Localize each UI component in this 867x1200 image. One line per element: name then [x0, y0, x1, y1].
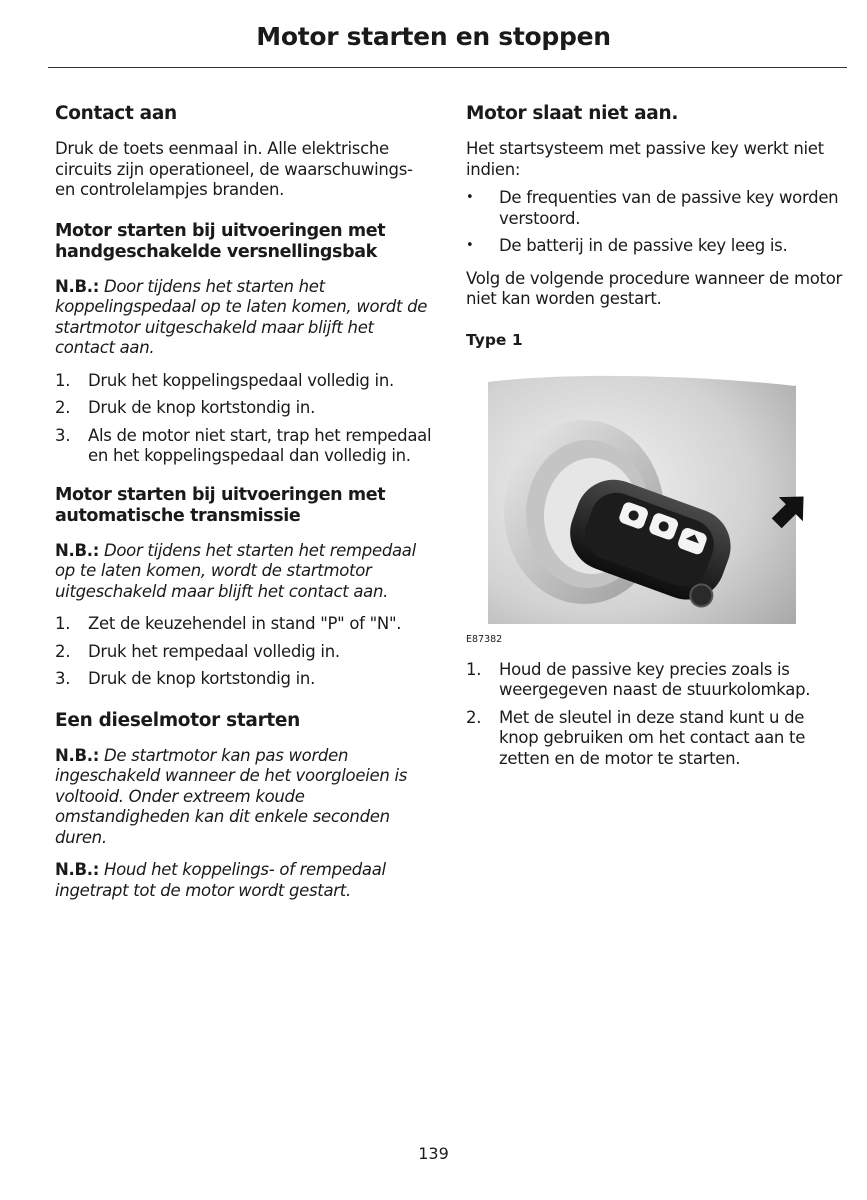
section-heading-manual: Motor starten bij uitvoeringen met handgeschakelde versnellingsbak: [55, 220, 386, 262]
step-text: Met de sleutel in deze stand kunt u de knop gebruiken om het contact aan te zetten en de motor te starten.: [499, 707, 806, 768]
step-number: 2.: [466, 707, 482, 727]
conditions-list: [466, 188, 846, 257]
figure-code: E87382: [466, 633, 503, 645]
type-heading: Type 1: [466, 330, 523, 349]
key-fob-illustration: [466, 362, 822, 634]
note-diesel-2: [55, 860, 435, 901]
note-text: Houd het koppelings- of rempedaal ingetrapt tot de motor wordt gestart.: [55, 860, 386, 900]
bullet: •: [466, 190, 474, 205]
steps-automatic: [55, 614, 435, 690]
step-text: Zet de keuzehendel in stand "P" of "N".: [88, 614, 402, 633]
note-text: De startmotor kan pas worden ingeschakeld wanneer de het voorgloeien is voltooid. Onder extreem koude omstandigheden kan dit enkele seconden duren.: [55, 745, 408, 847]
section-heading-automatic: Motor starten bij uitvoeringen met automatische transmissie: [55, 484, 386, 526]
section-heading-contact: Contact aan: [55, 103, 177, 124]
note-label: N.B.:: [55, 276, 100, 296]
bullet: •: [466, 238, 474, 253]
passive-key-illustration: [466, 362, 822, 634]
list-item: [466, 188, 846, 229]
note-label: N.B.:: [55, 745, 100, 765]
list-item: [55, 371, 435, 392]
section-heading-diesel: Een dieselmotor starten: [55, 709, 301, 731]
step-text: Druk het koppelingspedaal volledig in.: [88, 370, 394, 390]
step-number: 2.: [55, 641, 71, 661]
step-number: 1.: [55, 370, 71, 390]
list-item: [466, 660, 846, 701]
title-divider: [48, 67, 847, 68]
step-number: 3.: [55, 669, 71, 688]
steps-manual: [55, 371, 435, 467]
list-item: [55, 614, 435, 635]
list-item: [55, 669, 435, 690]
list-item: [466, 708, 846, 770]
intro-paragraph: Het startsysteem met passive key werkt niet indien:: [466, 139, 824, 179]
bullet-text: De frequenties van de passive key worden verstoord.: [499, 188, 839, 228]
note-text: Door tijdens het starten het koppelingspedaal op te laten komen, wordt de startmotor uitgeschakeld maar blijft het contact aan.: [55, 276, 428, 357]
left-column: [55, 103, 435, 913]
steps-passive-key: [466, 660, 846, 770]
contact-paragraph: Druk de toets eenmaal in. Alle elektrische circuits zijn operationeel, de waarschuwings- en controlelampjes branden.: [55, 139, 413, 199]
step-number: 2.: [55, 398, 71, 417]
list-item: [55, 398, 435, 419]
note-text: Door tijdens het starten het rempedaal op te laten komen, wordt de startmotor uitgeschakeld maar blijft het contact aan.: [55, 540, 416, 601]
list-item: [55, 642, 435, 663]
step-number: 3.: [55, 425, 71, 445]
step-number: 1.: [55, 614, 71, 633]
page-number: 139: [418, 1144, 449, 1163]
list-item: [55, 426, 435, 467]
page-title: Motor starten en stoppen: [256, 22, 611, 51]
bullet-text: De batterij in de passive key leeg is.: [499, 236, 788, 255]
note-label: N.B.:: [55, 540, 100, 560]
procedure-paragraph: Volg de volgende procedure wanneer de motor niet kan worden gestart.: [466, 268, 842, 308]
note-manual: [55, 277, 435, 359]
step-text: Houd de passive key precies zoals is weergegeven naast de stuurkolomkap.: [499, 659, 811, 699]
step-number: 1.: [466, 659, 482, 679]
note-automatic: [55, 541, 435, 603]
note-label: N.B.:: [55, 860, 100, 879]
step-text: Als de motor niet start, trap het rempedaal en het koppelingspedaal dan volledig in.: [88, 425, 432, 465]
right-column: [466, 103, 846, 781]
note-diesel-1: [55, 746, 435, 849]
section-heading-not-starting: Motor slaat niet aan.: [466, 103, 679, 124]
step-text: Druk de knop kortstondig in.: [88, 669, 316, 688]
step-text: Druk de knop kortstondig in.: [88, 398, 316, 417]
step-text: Druk het rempedaal volledig in.: [88, 641, 340, 661]
list-item: [466, 236, 846, 257]
